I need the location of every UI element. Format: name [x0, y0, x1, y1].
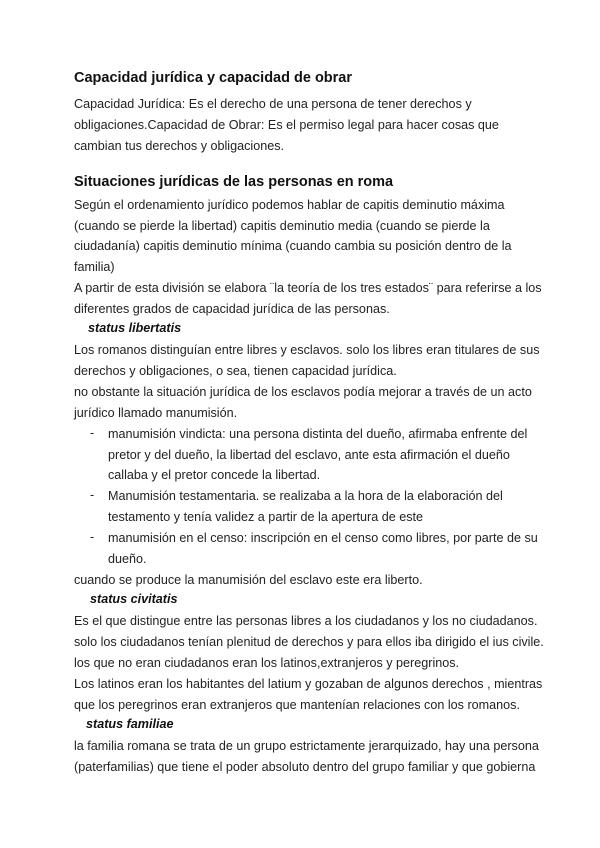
paragraph-line: cuando se produce la manumisión del esclavo este era liberto.	[74, 573, 423, 587]
subheading-status-civitatis: status civitatis	[90, 592, 178, 606]
paragraph-line: que los peregrinos eran extranjeros que mantenían relaciones con los romanos.	[74, 698, 520, 712]
subheading-status-familiae: status familiae	[86, 717, 174, 731]
bullet-marker: -	[90, 530, 95, 544]
bullet-line: Manumisión testamentaria. se realizaba a la hora de la elaboración del	[108, 489, 503, 503]
bullet-line: callaba y el pretor concede la libertad.	[108, 468, 321, 482]
paragraph-line: solo los ciudadanos tenían plenitud de derechos y para ellos iba dirigido el ius civile.	[74, 635, 544, 649]
paragraph-line: cambian tus derechos y obligaciones.	[74, 139, 285, 153]
bullet-line: manumisión en el censo: inscripción en el censo como libres, por parte de su	[108, 531, 538, 545]
paragraph-line: los que no eran ciudadanos eran los latinos,extranjeros y peregrinos.	[74, 656, 460, 670]
paragraph-line: obligaciones.Capacidad de Obrar: Es el permiso legal para hacer cosas que	[74, 118, 499, 132]
bullet-marker: -	[90, 426, 95, 440]
bullet-line: dueño.	[108, 552, 147, 566]
paragraph-line: Es el que distingue entre las personas libres a los ciudadanos y los no ciudadanos.	[74, 614, 538, 628]
bullet-marker: -	[90, 488, 95, 502]
paragraph-line: la familia romana se trata de un grupo estrictamente jerarquizado, hay una persona	[74, 739, 539, 753]
paragraph-line: Según el ordenamiento jurídico podemos hablar de capitis deminutio máxima	[74, 198, 505, 212]
bullet-line: pretor y del dueño, la libertad del esclavo, ante esta afirmación el dueño	[108, 448, 510, 462]
paragraph-line: diferentes grados de capacidad jurídica de las personas.	[74, 302, 390, 316]
paragraph-line: Los latinos eran los habitantes del latium y gozaban de algunos derechos , mientras	[74, 677, 543, 691]
paragraph-line: familia)	[74, 260, 115, 274]
bullet-line: testamento y tenía validez a partir de la apertura de este	[108, 510, 424, 524]
paragraph-line: no obstante la situación jurídica de los esclavos podía mejorar a través de un acto	[74, 385, 532, 399]
paragraph-line: Los romanos distinguían entre libres y esclavos. solo los libres eran titulares de sus	[74, 343, 540, 357]
paragraph-line: ciudadanía) capitis deminutio mínima (cuando cambia su posición dentro de la	[74, 239, 512, 253]
subheading-status-libertatis: status libertatis	[88, 321, 182, 335]
paragraph-line: (cuando se pierde la libertad) capitis deminutio media (cuando se pierde la	[74, 219, 490, 233]
paragraph-line: (paterfamilias) que tiene el poder absoluto dentro del grupo familiar y que gobierna	[74, 760, 536, 774]
paragraph-line: jurídico llamado manumisión.	[74, 406, 238, 420]
heading-situaciones: Situaciones jurídicas de las personas en roma	[74, 174, 394, 190]
paragraph-line: Capacidad Jurídica: Es el derecho de una persona de tener derechos y	[74, 97, 472, 111]
heading-capacidad: Capacidad jurídica y capacidad de obrar	[74, 70, 353, 86]
paragraph-line: derechos y obligaciones, o sea, tienen capacidad jurídica.	[74, 364, 397, 378]
bullet-line: manumisión vindicta: una persona distinta del dueño, afirmaba enfrente del	[108, 427, 528, 441]
paragraph-line: A partir de esta división se elabora ¨la teoría de los tres estados¨ para referirse a los	[74, 281, 542, 295]
